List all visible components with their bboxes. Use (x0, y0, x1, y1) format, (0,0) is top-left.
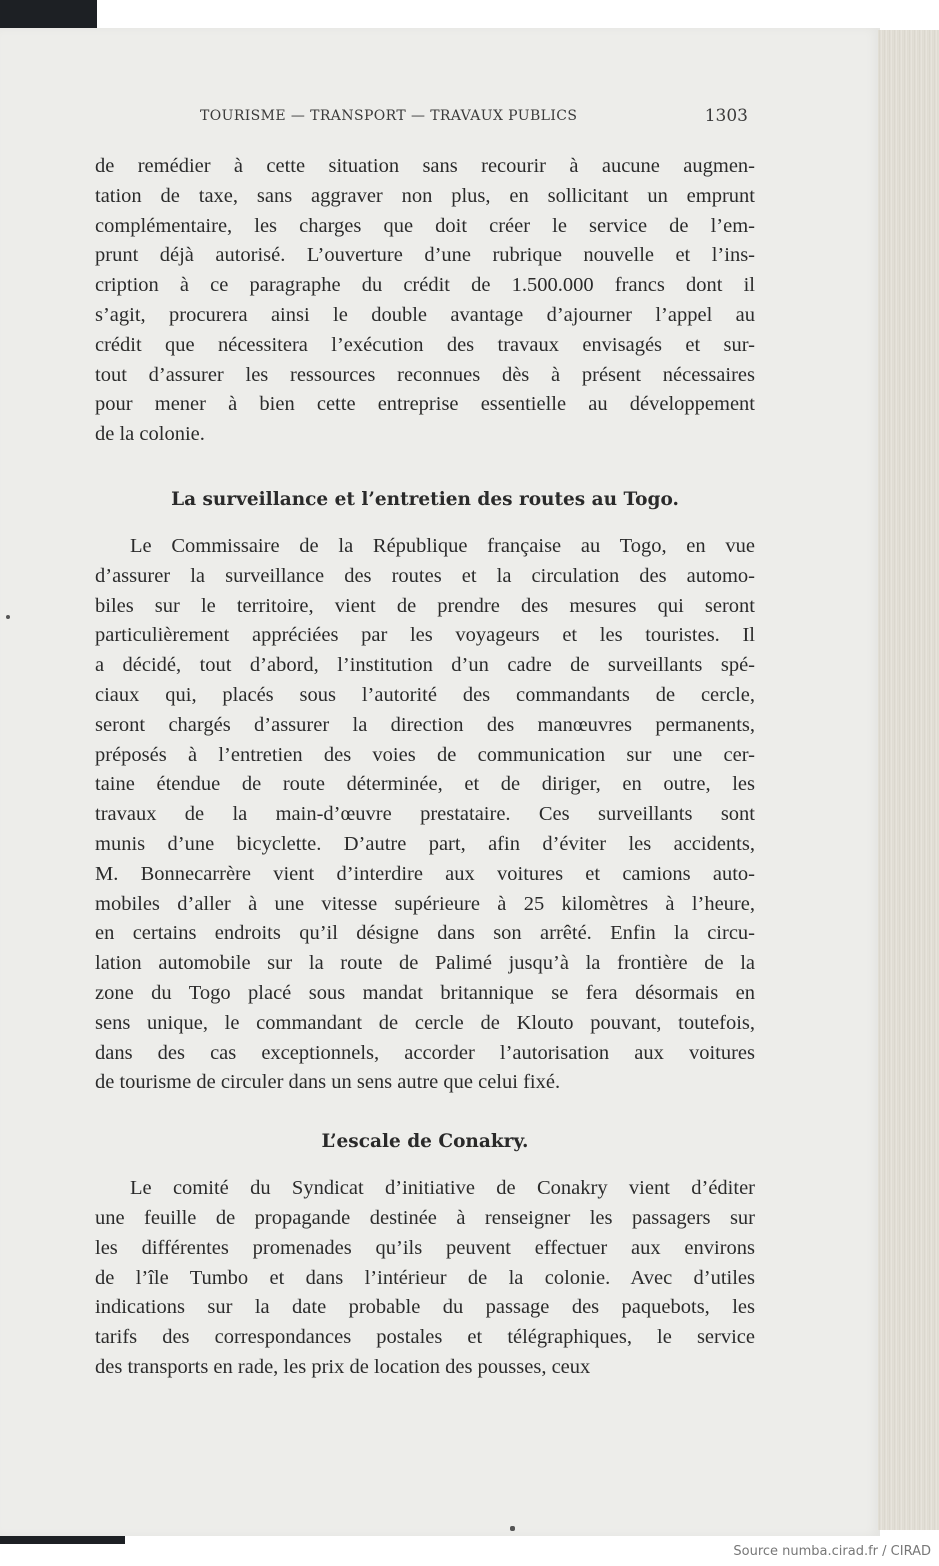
paragraph-continuation (95, 152, 755, 450)
text-line: les différentes promenades qu’ils peuvent effectuer aux environs (95, 1236, 755, 1259)
text-line: particulièrement appréciées par les voyageurs et les touristes. Il (95, 624, 755, 647)
text-line: munis d’une bicyclette. D’autre part, afin d’éviter les accidents, (95, 832, 755, 855)
text-line: prunt déjà autorisé. L’ouverture d’une rubrique nouvelle et l’ins- (95, 244, 755, 267)
text-line: ciaux qui, placés sous l’autorité des commandants de cercle, (95, 683, 755, 706)
source-credit: Source numba.cirad.fr / CIRAD (733, 1544, 931, 1559)
text-line: lation automobile sur la route de Palimé jusqu’à la frontière de la (95, 952, 755, 975)
text-line: une feuille de propagande destinée à renseigner les passagers sur (95, 1206, 755, 1229)
text-line: de la colonie. (95, 423, 205, 446)
paragraph-conakry (95, 1174, 755, 1383)
text-line: complémentaire, les charges que doit créer le service de l’em- (95, 214, 755, 237)
text-line: tation de taxe, sans aggraver non plus, en sollicitant un emprunt (95, 184, 755, 207)
text-line: Le comité du Syndicat d’initiative de Conakry vient d’éditer (130, 1177, 755, 1200)
page-edge (878, 30, 939, 1530)
text-line: indications sur la date probable du passage des paquebots, les (95, 1296, 755, 1319)
text-line: dans des cas exceptionnels, accorder l’autorisation aux voitures (95, 1041, 755, 1064)
paragraph-togo (95, 532, 755, 1098)
page-number: 1303 (704, 106, 748, 126)
section-heading-togo: La surveillance et l’entretien des routes au Togo. (171, 488, 679, 510)
text-line: zone du Togo placé sous mandat britannique se fera désormais en (95, 981, 755, 1004)
text-line: travaux de la main-d’œuvre prestataire. Ces surveillants sont (95, 803, 755, 826)
text-line: cription à ce paragraphe du crédit de 1.500.000 francs dont il (95, 274, 755, 297)
text-line: en certains endroits qu’il désigne dans son arrêté. Enfin la circu- (95, 922, 755, 945)
text-line: mobiles d’aller à une vitesse supérieure à 25 kilomètres à l’heure, (95, 892, 755, 915)
text-line: a décidé, tout d’abord, l’institution d’un cadre de surveillants spé- (95, 654, 755, 677)
text-line: sens unique, le commandant de cercle de Klouto pouvant, toutefois, (95, 1011, 755, 1034)
scan-border-top (0, 0, 97, 30)
text-line: s’agit, procurera ainsi le double avantage d’ajourner l’appel au (95, 303, 755, 326)
text-line: de remédier à cette situation sans recourir à aucune augmen- (95, 155, 755, 177)
section-heading-conakry: L’escale de Conakry. (321, 1131, 529, 1153)
text-line: crédit que nécessitera l’exécution des travaux envisagés et sur- (95, 333, 755, 356)
text-line: pour mener à bien cette entreprise essentielle au développement (95, 393, 755, 416)
text-line: biles sur le territoire, vient de prendre des mesures qui seront (95, 594, 755, 617)
running-head (200, 106, 748, 130)
running-title: TOURISME — TRANSPORT — TRAVAUX PUBLICS (200, 108, 578, 124)
text-line: d’assurer la surveillance des routes et la circulation des automo- (95, 564, 755, 587)
text-line: préposés à l’entretien des voies de communication sur une cer- (95, 743, 755, 766)
text-line: de l’île Tumbo et dans l’intérieur de la colonie. Avec d’utiles (95, 1266, 755, 1289)
scan-speck (510, 1526, 515, 1531)
text-line: Le Commissaire de la République française au Togo, en vue (130, 534, 755, 557)
text-line: seront chargés d’assurer la direction des manœuvres permanents, (95, 713, 755, 736)
text-line: taine étendue de route déterminée, et de diriger, en outre, les (95, 773, 755, 796)
body-text (95, 152, 755, 1383)
text-line: tarifs des correspondances postales et télégraphiques, le service (95, 1326, 755, 1349)
scan-speck (6, 615, 10, 619)
text-line: M. Bonnecarrère vient d’interdire aux voitures et camions auto- (95, 862, 755, 885)
text-line: des transports en rade, les prix de location des pousses, ceux (95, 1355, 591, 1378)
text-line: de tourisme de circuler dans un sens autre que celui fixé. (95, 1071, 561, 1094)
text-line: tout d’assurer les ressources reconnues dès à présent nécessaires (95, 363, 755, 386)
